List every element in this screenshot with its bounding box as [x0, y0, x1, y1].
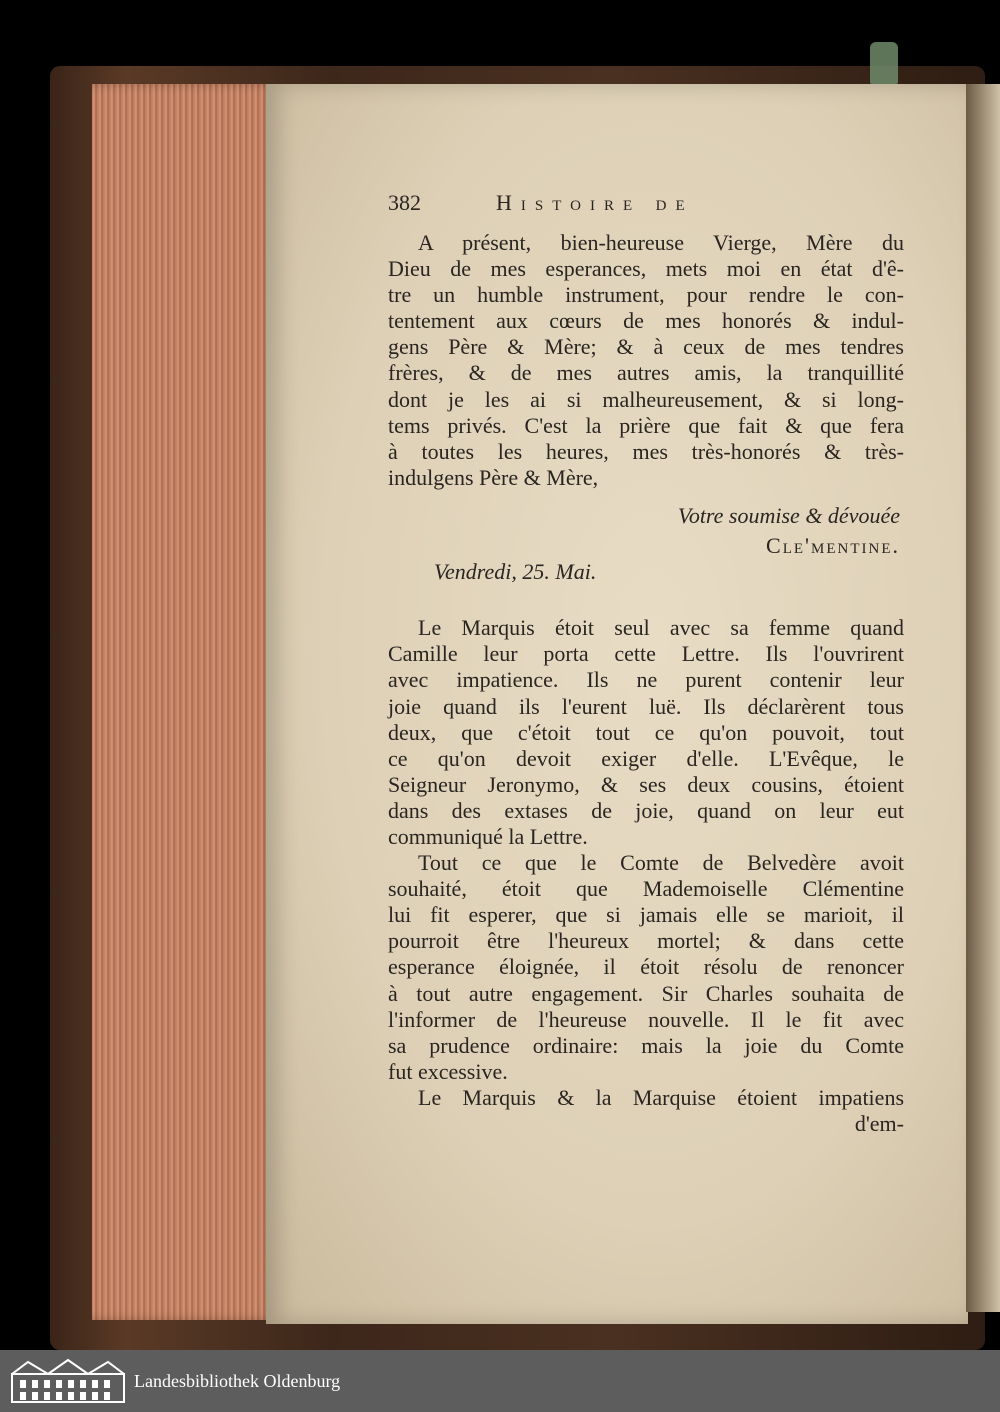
catchword: d'em-: [854, 1111, 904, 1136]
text-line: Le Marquis & la Marquise étoient impatiens: [418, 1084, 904, 1110]
text-line: à toutes les heures, mes très-honorés & très-: [388, 438, 904, 464]
page-number: 382: [388, 190, 421, 215]
text-line: indulgens Père & Mère,: [388, 464, 599, 490]
closing-formula: Votre soumise & dévouée: [677, 502, 900, 528]
paragraph-3: [388, 850, 904, 1085]
text-line: lui fit esperer, que si jamais elle se marioit, il: [388, 902, 904, 928]
text-line: Seigneur Jeronymo, & ses deux cousins, étoient: [388, 771, 904, 797]
text-line: Tout ce que le Comte de Belvedère avoit: [418, 850, 904, 876]
page-edges: [92, 84, 278, 1320]
paragraph-1: [388, 230, 904, 491]
text-line: Le Marquis étoit seul avec sa femme quand: [418, 615, 904, 641]
text-line: Dieu de mes esperances, mets moi en état d'ê-: [388, 256, 904, 282]
text-line: sa prudence ordinaire: mais la joie du Comte: [388, 1032, 904, 1058]
facing-page-edge: [966, 84, 1000, 1312]
signature: Cle'mentine.: [766, 533, 900, 559]
text-line: à tout autre engagement. Sir Charles souhaita de: [388, 980, 904, 1006]
text-line: esperance éloignée, il étoit résolu de renoncer: [388, 954, 904, 980]
text-line: avec impatience. Ils ne purent contenir leur: [388, 667, 904, 693]
paragraph-2: [388, 615, 904, 850]
text-line: joie quand ils l'eurent luë. Ils déclarèrent tous: [388, 693, 904, 719]
text-line: ce qu'on devoit exiger d'elle. L'Evêque, le: [388, 745, 904, 771]
text-line: A présent, bien-heureuse Vierge, Mère du: [418, 230, 904, 255]
text-line: fut excessive.: [388, 1058, 508, 1084]
text-line: dans des extases de joie, quand on leur eut: [388, 797, 904, 823]
paragraph-4: [388, 1085, 904, 1111]
text-line: Camille leur porta cette Lettre. Ils l'ouvrirent: [388, 641, 904, 667]
text-line: dont je les ai si malheureusement, & si long-: [388, 386, 904, 412]
footer-bar: [0, 1350, 1000, 1412]
page-header: [388, 190, 904, 230]
text-line: pourroit être l'heureux mortel; & dans cette: [388, 928, 904, 954]
text-line: deux, que c'étoit tout ce qu'on pouvoit, tout: [388, 719, 904, 745]
dateline: Vendredi, 25. Mai.: [434, 559, 597, 585]
text-line: tre un humble instrument, pour rendre le con-: [388, 282, 904, 308]
text-line: l'informer de l'heureuse nouvelle. Il le fit avec: [388, 1006, 904, 1032]
text-line: frères, & de mes autres amis, la tranquillité: [388, 360, 904, 386]
text-line: communiqué la Lettre.: [388, 823, 588, 849]
library-name: Landesbibliothek Oldenburg: [134, 1370, 341, 1391]
bookmark-ribbon: [870, 42, 898, 84]
text-line: tems privés. C'est la prière que fait & que fera: [388, 412, 904, 438]
page-text: [388, 190, 904, 1137]
running-head: Histoire de: [496, 190, 694, 215]
text-line: tentement aux cœurs de mes honorés & indul-: [388, 308, 904, 334]
text-line: gens Père & Mère; & à ceux de mes tendres: [388, 334, 904, 360]
text-line: souhaité, étoit que Mademoiselle Clémentine: [388, 876, 904, 902]
library-building-icon: [8, 1356, 128, 1406]
